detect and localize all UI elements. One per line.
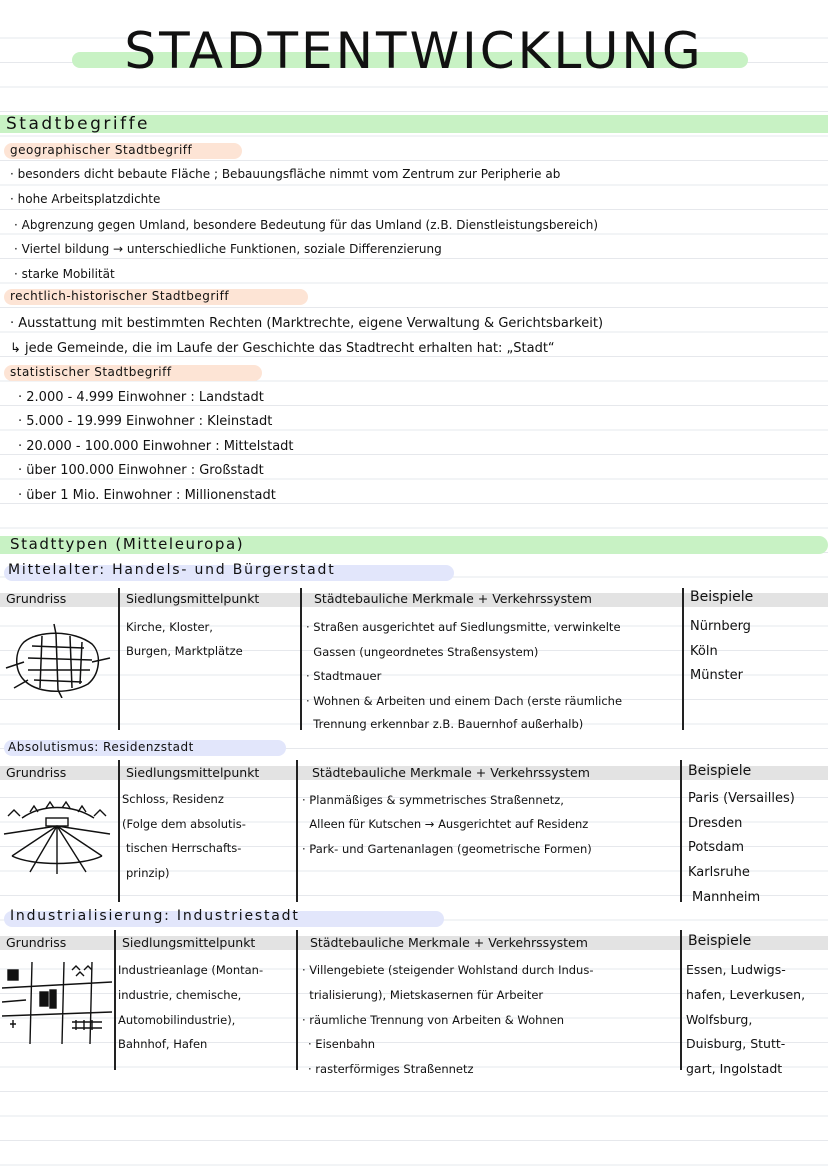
mittelpunkt-line: Bahnhof, Hafen [118, 1037, 208, 1051]
list-item: · über 100.000 Einwohner : Großstadt [18, 463, 264, 478]
subheading-industrialisierung: Industrialisierung: Industriestadt [10, 908, 300, 924]
beispiel: Karlsruhe [688, 865, 750, 880]
column-header-mittelpunkt: Siedlungsmittelpunkt [126, 591, 260, 606]
merkmal-line: · Eisenbahn [308, 1037, 376, 1051]
column-divider [680, 760, 682, 902]
column-header-beispiele: Beispiele [688, 763, 752, 779]
list-item: · Abgrenzung gegen Umland, besondere Bedeutung für das Umland (z.B. Dienstleistungsbereich) [14, 218, 599, 232]
list-item: · 20.000 - 100.000 Einwohner : Mittelstadt [18, 439, 294, 454]
column-header-mittelpunkt: Siedlungsmittelpunkt [122, 935, 256, 950]
list-item: · hohe Arbeitsplatzdichte [10, 192, 161, 206]
beispiel: Potsdam [688, 840, 745, 855]
beispiel: Essen, Ludwigs- [686, 962, 786, 977]
beispiel: Paris (Versailles) [688, 791, 795, 806]
column-divider [296, 930, 298, 1070]
mittelpunkt-line: Industrieanlage (Montan- [118, 963, 264, 977]
mittelpunkt-line: (Folge dem absolutis- [122, 817, 246, 831]
subheading-recht: rechtlich-historischer Stadtbegriff [10, 289, 230, 303]
column-header-merkmale: Städtebauliche Merkmale + Verkehrssystem [314, 591, 592, 606]
subheading-geo: geographischer Stadtbegriff [10, 143, 193, 157]
subheading-stat: statistischer Stadtbegriff [10, 365, 172, 379]
column-header-merkmale: Städtebauliche Merkmale + Verkehrssystem [310, 935, 588, 950]
mittelpunkt-line: Burgen, Marktplätze [126, 644, 243, 658]
column-divider [682, 588, 684, 730]
merkmal-line: · Straßen ausgerichtet auf Siedlungsmitte, verwinkelte [306, 620, 621, 634]
merkmal-line: · Stadtmauer [306, 669, 382, 683]
column-header-beispiele: Beispiele [688, 933, 752, 949]
merkmal-line: · rasterförmiges Straßennetz [308, 1062, 474, 1076]
subheading-mittelalter: Mittelalter: Handels- und Bürgerstadt [8, 562, 336, 578]
beispiel: Wolfsburg, [686, 1012, 753, 1027]
beispiel: Köln [690, 644, 718, 659]
column-divider [114, 930, 116, 1070]
list-item: · Viertel bildung → unterschiedliche Funktionen, soziale Differenzierung [14, 242, 442, 256]
list-item: ↳ jede Gemeinde, die im Laufe der Geschichte das Stadtrecht erhalten hat: „Stadt“ [10, 341, 555, 356]
list-item: · starke Mobilität [14, 267, 115, 281]
beispiel: Münster [690, 668, 743, 683]
column-divider [296, 760, 298, 902]
merkmal-line: trialisierung), Mietskasernen für Arbeiter [302, 988, 544, 1002]
mittelpunkt-line: prinzip) [126, 866, 170, 880]
beispiel: hafen, Leverkusen, [686, 987, 806, 1002]
column-header-grundriss: Grundriss [6, 765, 67, 780]
column-header-grundriss: Grundriss [6, 591, 67, 606]
merkmal-line: · räumliche Trennung von Arbeiten & Wohnen [302, 1013, 565, 1027]
column-divider [680, 930, 682, 1070]
beispiel: Duisburg, Stutt- [686, 1036, 786, 1051]
list-item: · Ausstattung mit bestimmten Rechten (Marktrechte, eigene Verwaltung & Gerichtsbarkeit) [10, 316, 604, 331]
column-divider [300, 588, 302, 730]
mittelpunkt-line: Automobilindustrie), [118, 1013, 236, 1027]
merkmal-line: · Park- und Gartenanlagen (geometrische Formen) [302, 842, 592, 856]
list-item: · über 1 Mio. Einwohner : Millionenstadt [18, 488, 276, 503]
residence-city-sketch [2, 796, 112, 876]
beispiel: Dresden [688, 816, 743, 831]
section-heading-stadtbegriffe: Stadtbegriffe [6, 114, 151, 134]
subheading-absolutismus: Absolutismus: Residenzstadt [8, 740, 194, 754]
mittelpunkt-line: Schloss, Residenz [122, 792, 224, 806]
section-heading-stadttypen: Stadttypen (Mitteleuropa) [10, 535, 245, 553]
column-header-beispiele: Beispiele [690, 589, 754, 605]
column-divider [118, 588, 120, 730]
list-item: · besonders dicht bebaute Fläche ; Bebauungsfläche nimmt vom Zentrum zur Peripherie ab [10, 167, 561, 181]
merkmal-line: Alleen für Kutschen → Ausgerichtet auf Residenz [302, 817, 589, 831]
merkmal-line: Trennung erkennbar z.B. Bauernhof außerhalb) [306, 717, 584, 731]
beispiel: Nürnberg [690, 619, 751, 634]
column-header-mittelpunkt: Siedlungsmittelpunkt [126, 765, 260, 780]
mittelpunkt-line: industrie, chemische, [118, 988, 242, 1002]
mittelpunkt-line: tischen Herrschafts- [126, 841, 242, 855]
merkmal-line: · Wohnen & Arbeiten und einem Dach (erste räumliche [306, 694, 623, 708]
medieval-city-sketch [4, 622, 112, 698]
industrial-city-sketch [2, 962, 112, 1044]
merkmal-line: · Planmäßiges & symmetrisches Straßennetz, [302, 793, 564, 807]
merkmal-line: · Villengebiete (steigender Wohlstand durch Indus- [302, 963, 594, 977]
column-header-merkmale: Städtebauliche Merkmale + Verkehrssystem [312, 765, 590, 780]
column-header-grundriss: Grundriss [6, 935, 67, 950]
mittelpunkt-line: Kirche, Kloster, [126, 620, 213, 634]
list-item: · 2.000 - 4.999 Einwohner : Landstadt [18, 390, 264, 405]
column-divider [118, 760, 120, 902]
beispiel: gart, Ingolstadt [686, 1061, 783, 1076]
page-title: STADTENTWICKLUNG [124, 22, 704, 80]
list-item: · 5.000 - 19.999 Einwohner : Kleinstadt [18, 414, 273, 429]
beispiel: Mannheim [692, 890, 761, 905]
merkmal-line: Gassen (ungeordnetes Straßensystem) [306, 645, 539, 659]
